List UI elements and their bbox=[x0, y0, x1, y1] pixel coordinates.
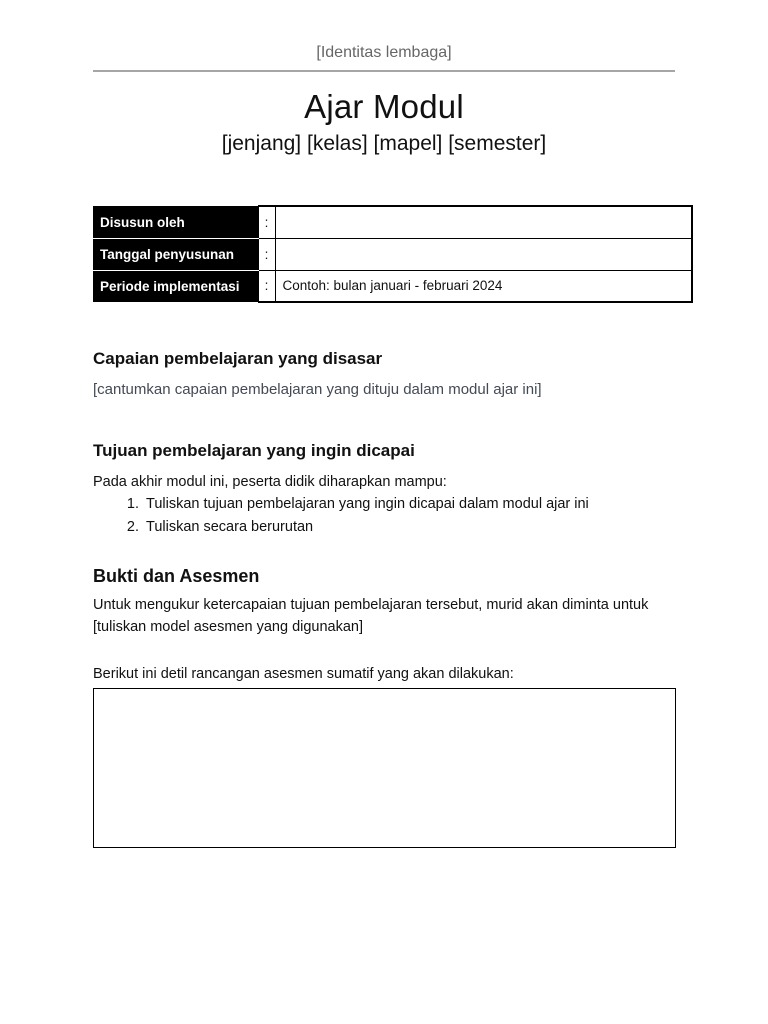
header-divider bbox=[93, 70, 675, 72]
tujuan-intro: Pada akhir modul ini, peserta didik diharapkan mampu: bbox=[93, 474, 447, 490]
list-item-number: 1. bbox=[126, 496, 139, 512]
list-item-number: 2. bbox=[126, 519, 139, 535]
info-colon: : bbox=[258, 270, 275, 302]
info-value-date[interactable] bbox=[275, 238, 692, 270]
info-label-author: Disusun oleh bbox=[93, 206, 258, 238]
document-subtitle: [jenjang] [kelas] [mapel] [semester] bbox=[221, 132, 547, 155]
capaian-heading: Capaian pembelajaran yang disasar bbox=[93, 349, 383, 368]
info-colon: : bbox=[258, 238, 275, 270]
tujuan-heading: Tujuan pembelajaran yang ingin dicapai bbox=[93, 441, 415, 460]
info-row-date bbox=[93, 238, 692, 270]
info-row-author bbox=[93, 206, 692, 238]
list-item-text[interactable]: Tuliskan tujuan pembelajaran yang ingin dicapai dalam modul ajar ini bbox=[146, 496, 589, 512]
info-row-period bbox=[93, 270, 692, 302]
bukti-heading: Bukti dan Asesmen bbox=[93, 566, 260, 586]
institution-identity: [Identitas lembaga] bbox=[316, 44, 452, 61]
document-title: Ajar Modul bbox=[304, 88, 464, 125]
list-item bbox=[93, 516, 589, 539]
capaian-placeholder[interactable]: [cantumkan capaian pembelajaran yang dituju dalam modul ajar ini] bbox=[93, 381, 542, 398]
objectives-list bbox=[93, 493, 589, 539]
assessment-design-box[interactable] bbox=[93, 688, 676, 848]
info-colon: : bbox=[258, 206, 275, 238]
info-label-period: Periode implementasi bbox=[93, 270, 258, 302]
info-label-date: Tanggal penyusunan bbox=[93, 238, 258, 270]
module-info-table bbox=[93, 205, 693, 303]
info-value-period[interactable]: Contoh: bulan januari - februari 2024 bbox=[275, 270, 692, 302]
assessment-intro: Berikut ini detil rancangan asesmen sumatif yang akan dilakukan: bbox=[93, 666, 514, 682]
bukti-paragraph[interactable]: Untuk mengukur ketercapaian tujuan pembelajaran tersebut, murid akan diminta untuk [tuliskan model asesmen yang digunakan] bbox=[93, 597, 649, 635]
list-item bbox=[93, 493, 589, 516]
info-value-author[interactable] bbox=[275, 206, 692, 238]
list-item-text[interactable]: Tuliskan secara berurutan bbox=[146, 519, 314, 535]
